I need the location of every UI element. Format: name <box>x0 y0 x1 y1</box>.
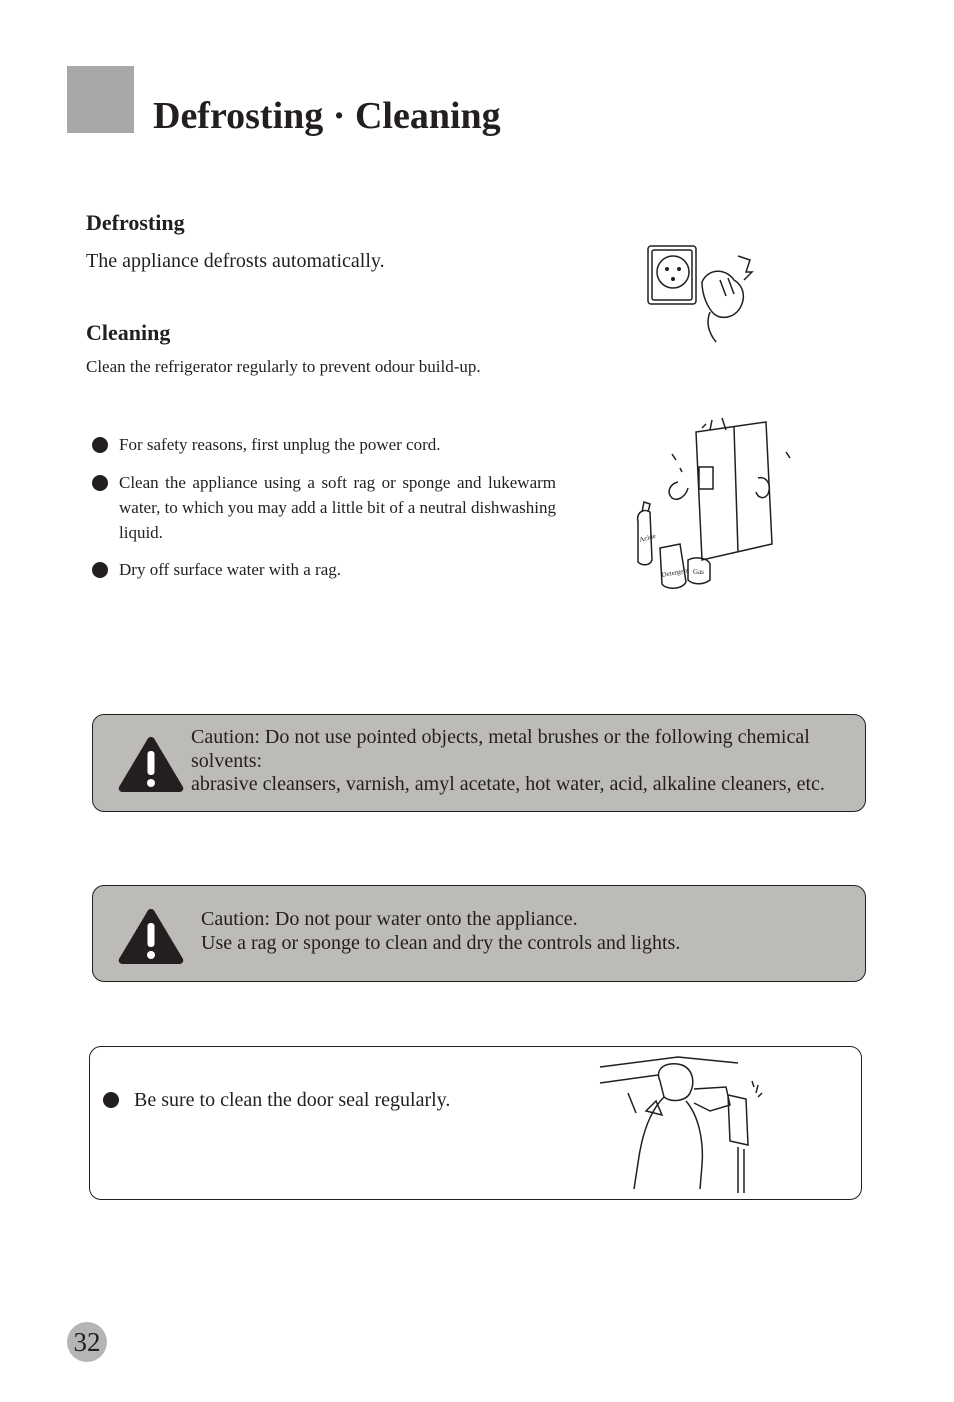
list-item <box>92 470 556 545</box>
bullet-text: Dry off surface water with a rag. <box>119 560 342 579</box>
bullet-dot-icon <box>92 562 108 578</box>
bullet-text: For safety reasons, first unplug the power cord. <box>119 435 441 454</box>
warning-triangle-icon <box>117 905 185 965</box>
caution-box-chemicals <box>92 714 866 812</box>
unplug-illustration <box>640 238 760 348</box>
cleaning-intro: Clean the refrigerator regularly to prevent odour build-up. <box>86 357 481 376</box>
bullet-text: Clean the appliance using a soft rag or sponge and lukewarm water, to which you may add a little bit of a neutral dishwashing liquid. <box>119 473 556 542</box>
caution-line-1: Caution: Do not pour water onto the appliance. <box>201 908 578 930</box>
defrosting-heading: Defrosting <box>86 210 185 235</box>
bullet-dot-icon <box>92 475 108 491</box>
fridge-chemicals-illustration <box>630 412 805 592</box>
caution-line-3: abrasive cleansers, varnish, amyl acetate, hot water, acid, alkaline cleaners, etc. <box>191 773 825 795</box>
bullet-dot-icon <box>92 437 108 453</box>
header-gray-block <box>67 66 134 133</box>
detergent-label: Detergent <box>660 566 690 579</box>
gas-label: Gas <box>693 568 704 576</box>
list-item <box>92 432 556 457</box>
door-seal-cleaning-illustration <box>598 1053 768 1193</box>
warning-triangle-icon <box>117 733 185 793</box>
caution-box-water <box>92 885 866 982</box>
door-seal-text: Be sure to clean the door seal regularly. <box>134 1089 451 1111</box>
caution-line-2: solvents: <box>191 750 263 772</box>
caution-line-2: Use a rag or sponge to clean and dry the controls and lights. <box>201 932 681 954</box>
door-seal-note-box <box>89 1046 862 1200</box>
list-item <box>92 557 556 582</box>
cleaning-heading: Cleaning <box>86 320 171 345</box>
page-number-badge: 32 <box>67 1322 107 1362</box>
page-title: Defrosting · Cleaning <box>153 95 501 137</box>
acid-label: Acide <box>638 531 657 544</box>
bullet-dot-icon <box>103 1092 119 1108</box>
cleaning-bullet-list <box>92 432 556 582</box>
defrosting-text: The appliance defrosts automatically. <box>86 250 385 272</box>
caution-line-1: Caution: Do not use pointed objects, metal brushes or the following chemical <box>191 726 810 748</box>
